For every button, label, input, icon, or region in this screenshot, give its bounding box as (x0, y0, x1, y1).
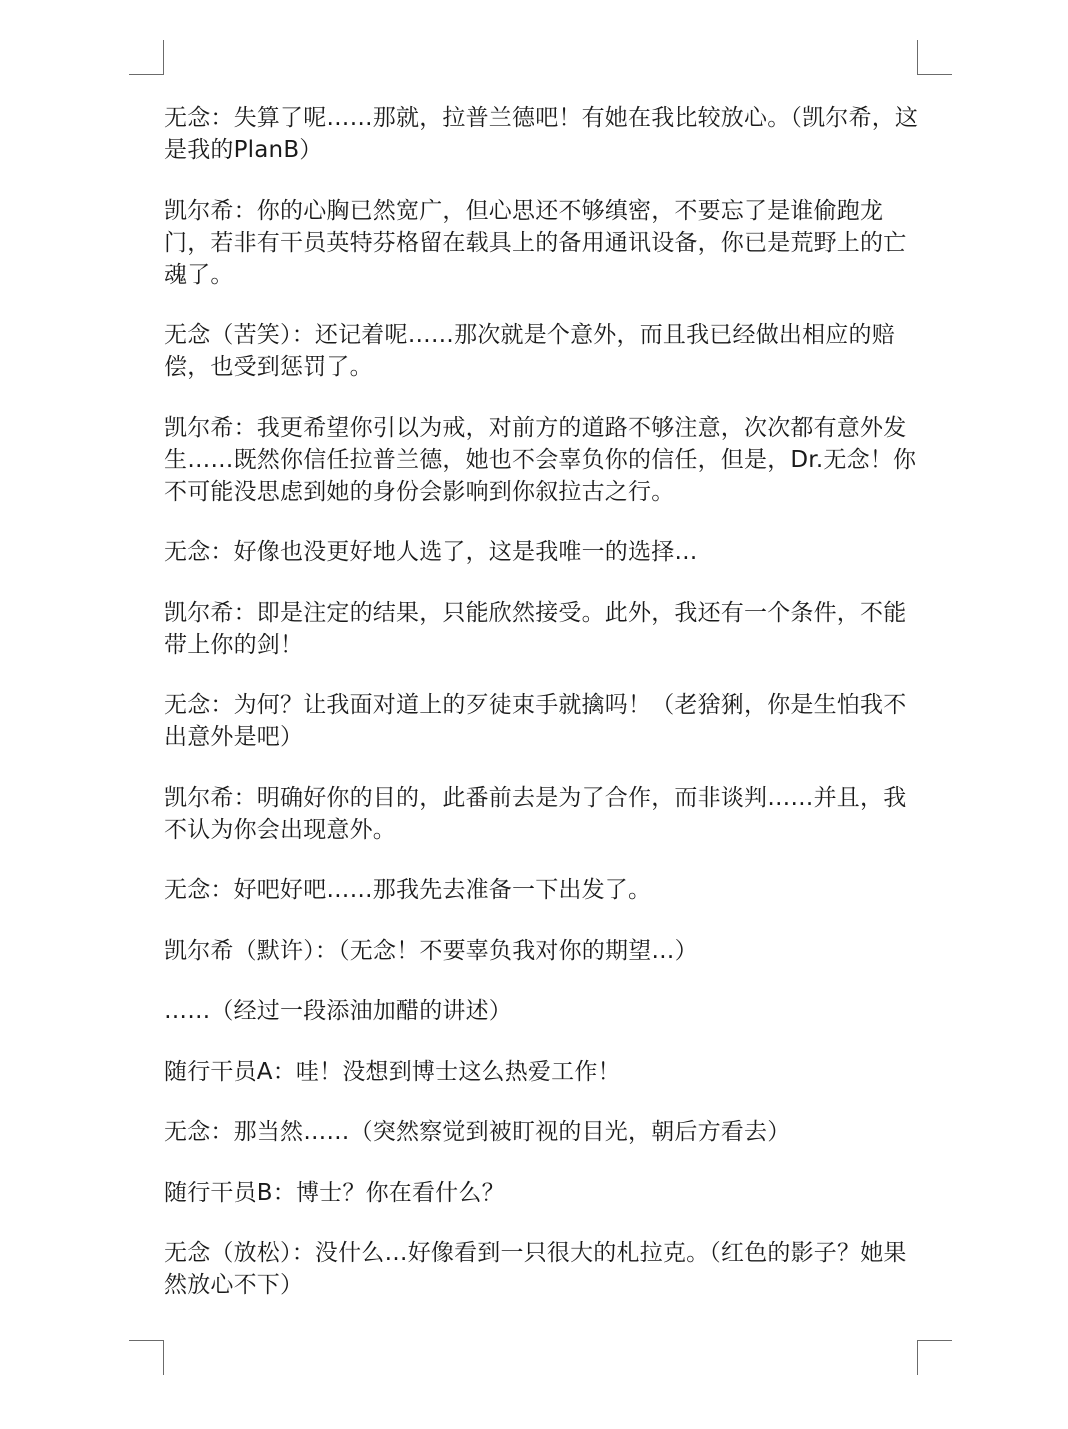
page-corner-mark-top-left (129, 40, 164, 75)
paragraph: 无念：那当然……（突然察觉到被盯视的目光，朝后方看去） (164, 1119, 791, 1145)
paragraph: 随行干员B：博士？你在看什么？ (164, 1179, 505, 1206)
page-corner-mark-top-right (917, 40, 952, 75)
paragraph: 无念（放松）：没什么…好像看到一只很大的札拉克。（红色的影子？她果然放心不下） (164, 1240, 907, 1298)
paragraph: 无念：失算了呢……那就，拉普兰德吧！有她在我比较放心。（凯尔希，这是我的PlanB） (164, 105, 919, 163)
paragraph: 凯尔希：即是注定的结果，只能欣然接受。此外，我还有一个条件，不能带上你的剑！ (164, 599, 907, 658)
paragraph: ……（经过一段添油加醋的讲述） (164, 998, 512, 1024)
document-body (164, 102, 924, 1301)
paragraph: 随行干员A：哇！没想到博士这么热爱工作！ (164, 1058, 621, 1085)
paragraph: 凯尔希（默许）：（无念！不要辜负我对你的期望…） (164, 937, 698, 964)
paragraph: 无念：为何？让我面对道上的歹徒束手就擒吗！（老猞猁，你是生怕我不出意外是吧） (164, 692, 907, 750)
page-corner-mark-bottom-right (917, 1340, 952, 1375)
paragraph: 凯尔希：你的心胸已然宽广，但心思还不够缜密，不要忘了是谁偷跑龙门，若非有干员英特芬格留在载具上的备用通讯设备，你已是荒野上的亡魂了。 (164, 197, 907, 288)
paragraph: 无念：好像也没更好地人选了，这是我唯一的选择… (164, 539, 698, 565)
page-corner-mark-bottom-left (129, 1340, 164, 1375)
paragraph: 无念：好吧好吧……那我先去准备一下出发了。 (164, 877, 652, 903)
paragraph: 凯尔希：我更希望你引以为戒，对前方的道路不够注意，次次都有意外发生……既然你信任拉普兰德，她也不会辜负你的信任，但是，Dr.无念！你不可能没思虑到她的身份会影响到你叙拉古之行。 (164, 414, 917, 505)
paragraph: 无念（苦笑）：还记着呢……那次就是个意外，而且我已经做出相应的赔偿，也受到惩罚了。 (164, 322, 895, 380)
paragraph: 凯尔希：明确好你的目的，此番前去是为了合作，而非谈判……并且，我不认为你会出现意外。 (164, 784, 907, 843)
